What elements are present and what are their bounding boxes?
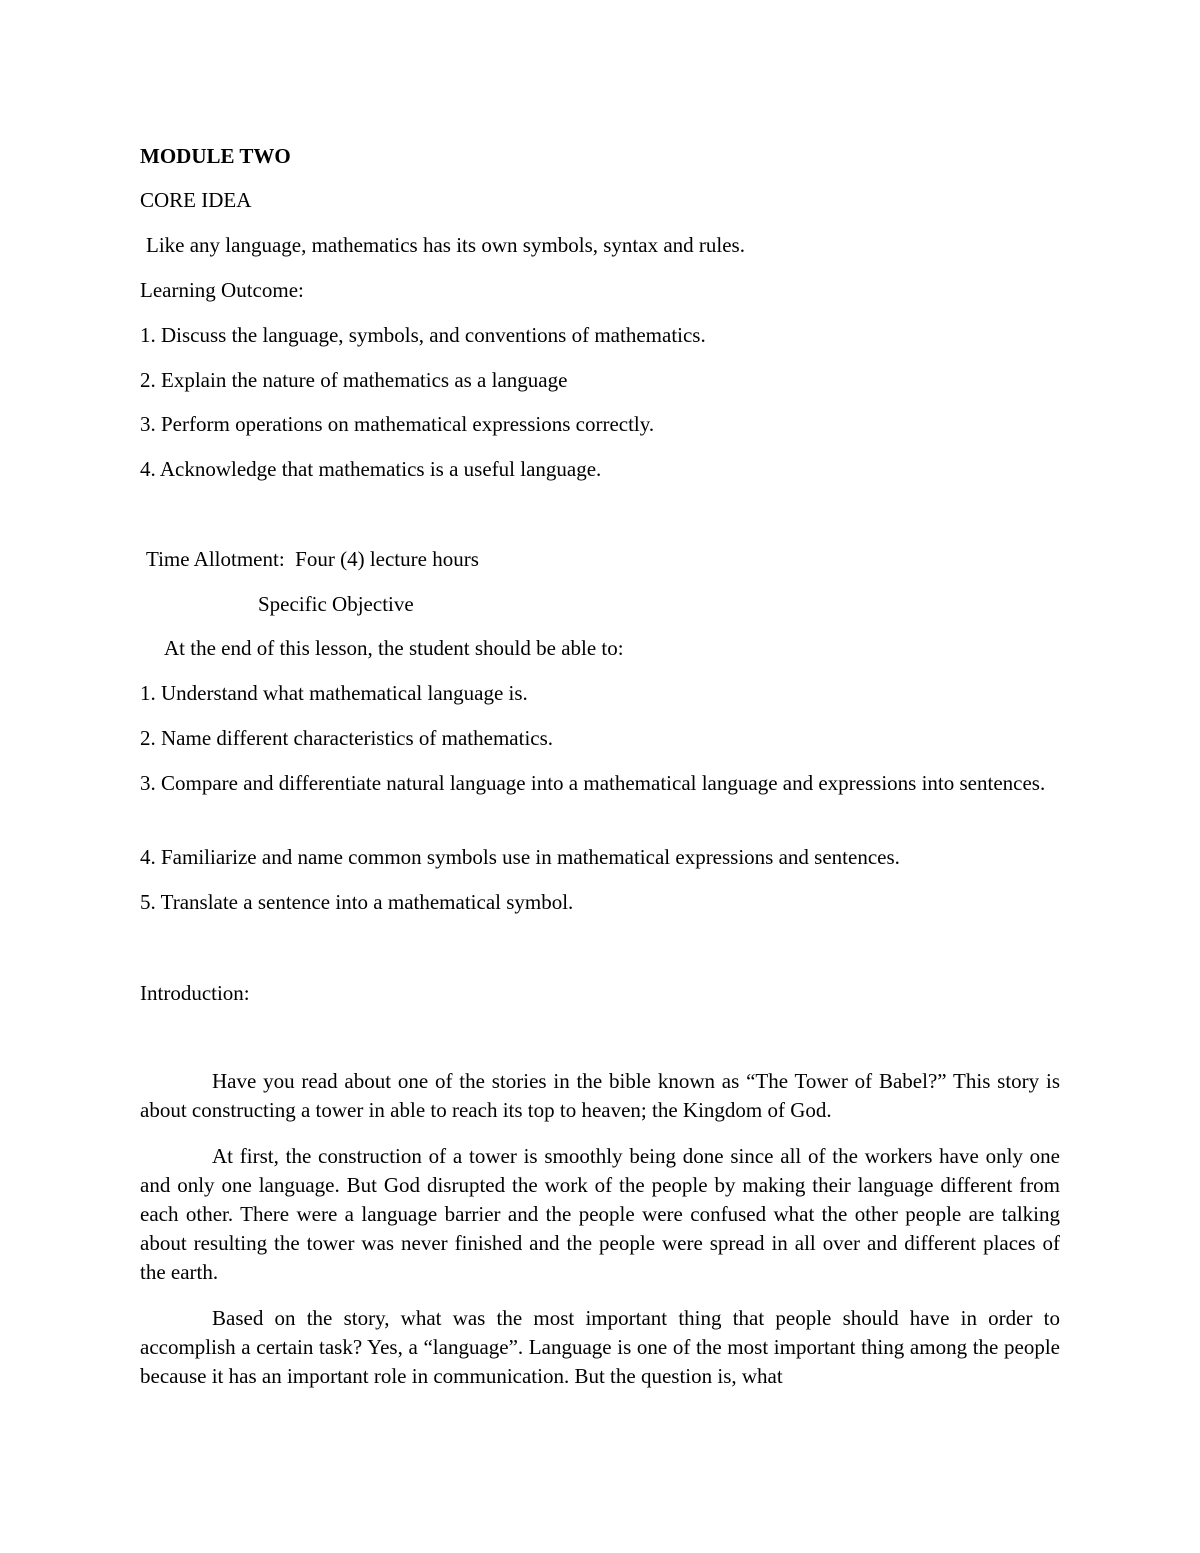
core-idea-heading: CORE IDEA — [140, 188, 252, 212]
module-title: MODULE TWO — [140, 144, 291, 168]
objective-item: 4. Familiarize and name common symbols use in mathematical expressions and sentences. — [140, 845, 900, 869]
core-idea-text: Like any language, mathematics has its own symbols, syntax and rules. — [146, 233, 745, 257]
objective-intro: At the end of this lesson, the student should be able to: — [164, 636, 624, 660]
learning-outcome-item: 3. Perform operations on mathematical expressions correctly. — [140, 412, 655, 436]
objective-item: 3. Compare and differentiate natural language into a mathematical language and expressions into sentences. — [140, 771, 1046, 795]
learning-outcome-item: 4. Acknowledge that mathematics is a useful language. — [140, 457, 602, 481]
learning-outcome-item: 2. Explain the nature of mathematics as a language — [140, 368, 568, 392]
learning-outcome-item: 1. Discuss the language, symbols, and conventions of mathematics. — [140, 323, 706, 347]
body-paragraph: At first, the construction of a tower is smoothly being done since all of the workers have only one and only one language. But God disrupted the work of the people by making their language different from each other. There were a language barrier and the people were confused what the other people are talking about resulting the tower was never finished and the people were spread in all over and different places of the earth. — [140, 1144, 1060, 1284]
learning-outcome-heading: Learning Outcome: — [140, 278, 304, 302]
objective-item: 5. Translate a sentence into a mathematical symbol. — [140, 890, 574, 914]
time-allotment: Time Allotment: Four (4) lecture hours — [146, 547, 479, 571]
introduction-heading: Introduction: — [140, 981, 250, 1005]
objective-item: 2. Name different characteristics of mathematics. — [140, 726, 554, 750]
specific-objective-heading: Specific Objective — [258, 592, 414, 616]
body-paragraph: Have you read about one of the stories in the bible known as “The Tower of Babel?” This story is about constructing a tower in able to reach its top to heaven; the Kingdom of God. — [140, 1069, 1060, 1122]
body-paragraph: Based on the story, what was the most important thing that people should have in order to accomplish a certain task? Yes, a “language”. Language is one of the most important thing among the people because it has an important role in communication. But the question is, what — [140, 1306, 1060, 1388]
objective-item: 1. Understand what mathematical language is. — [140, 681, 528, 705]
